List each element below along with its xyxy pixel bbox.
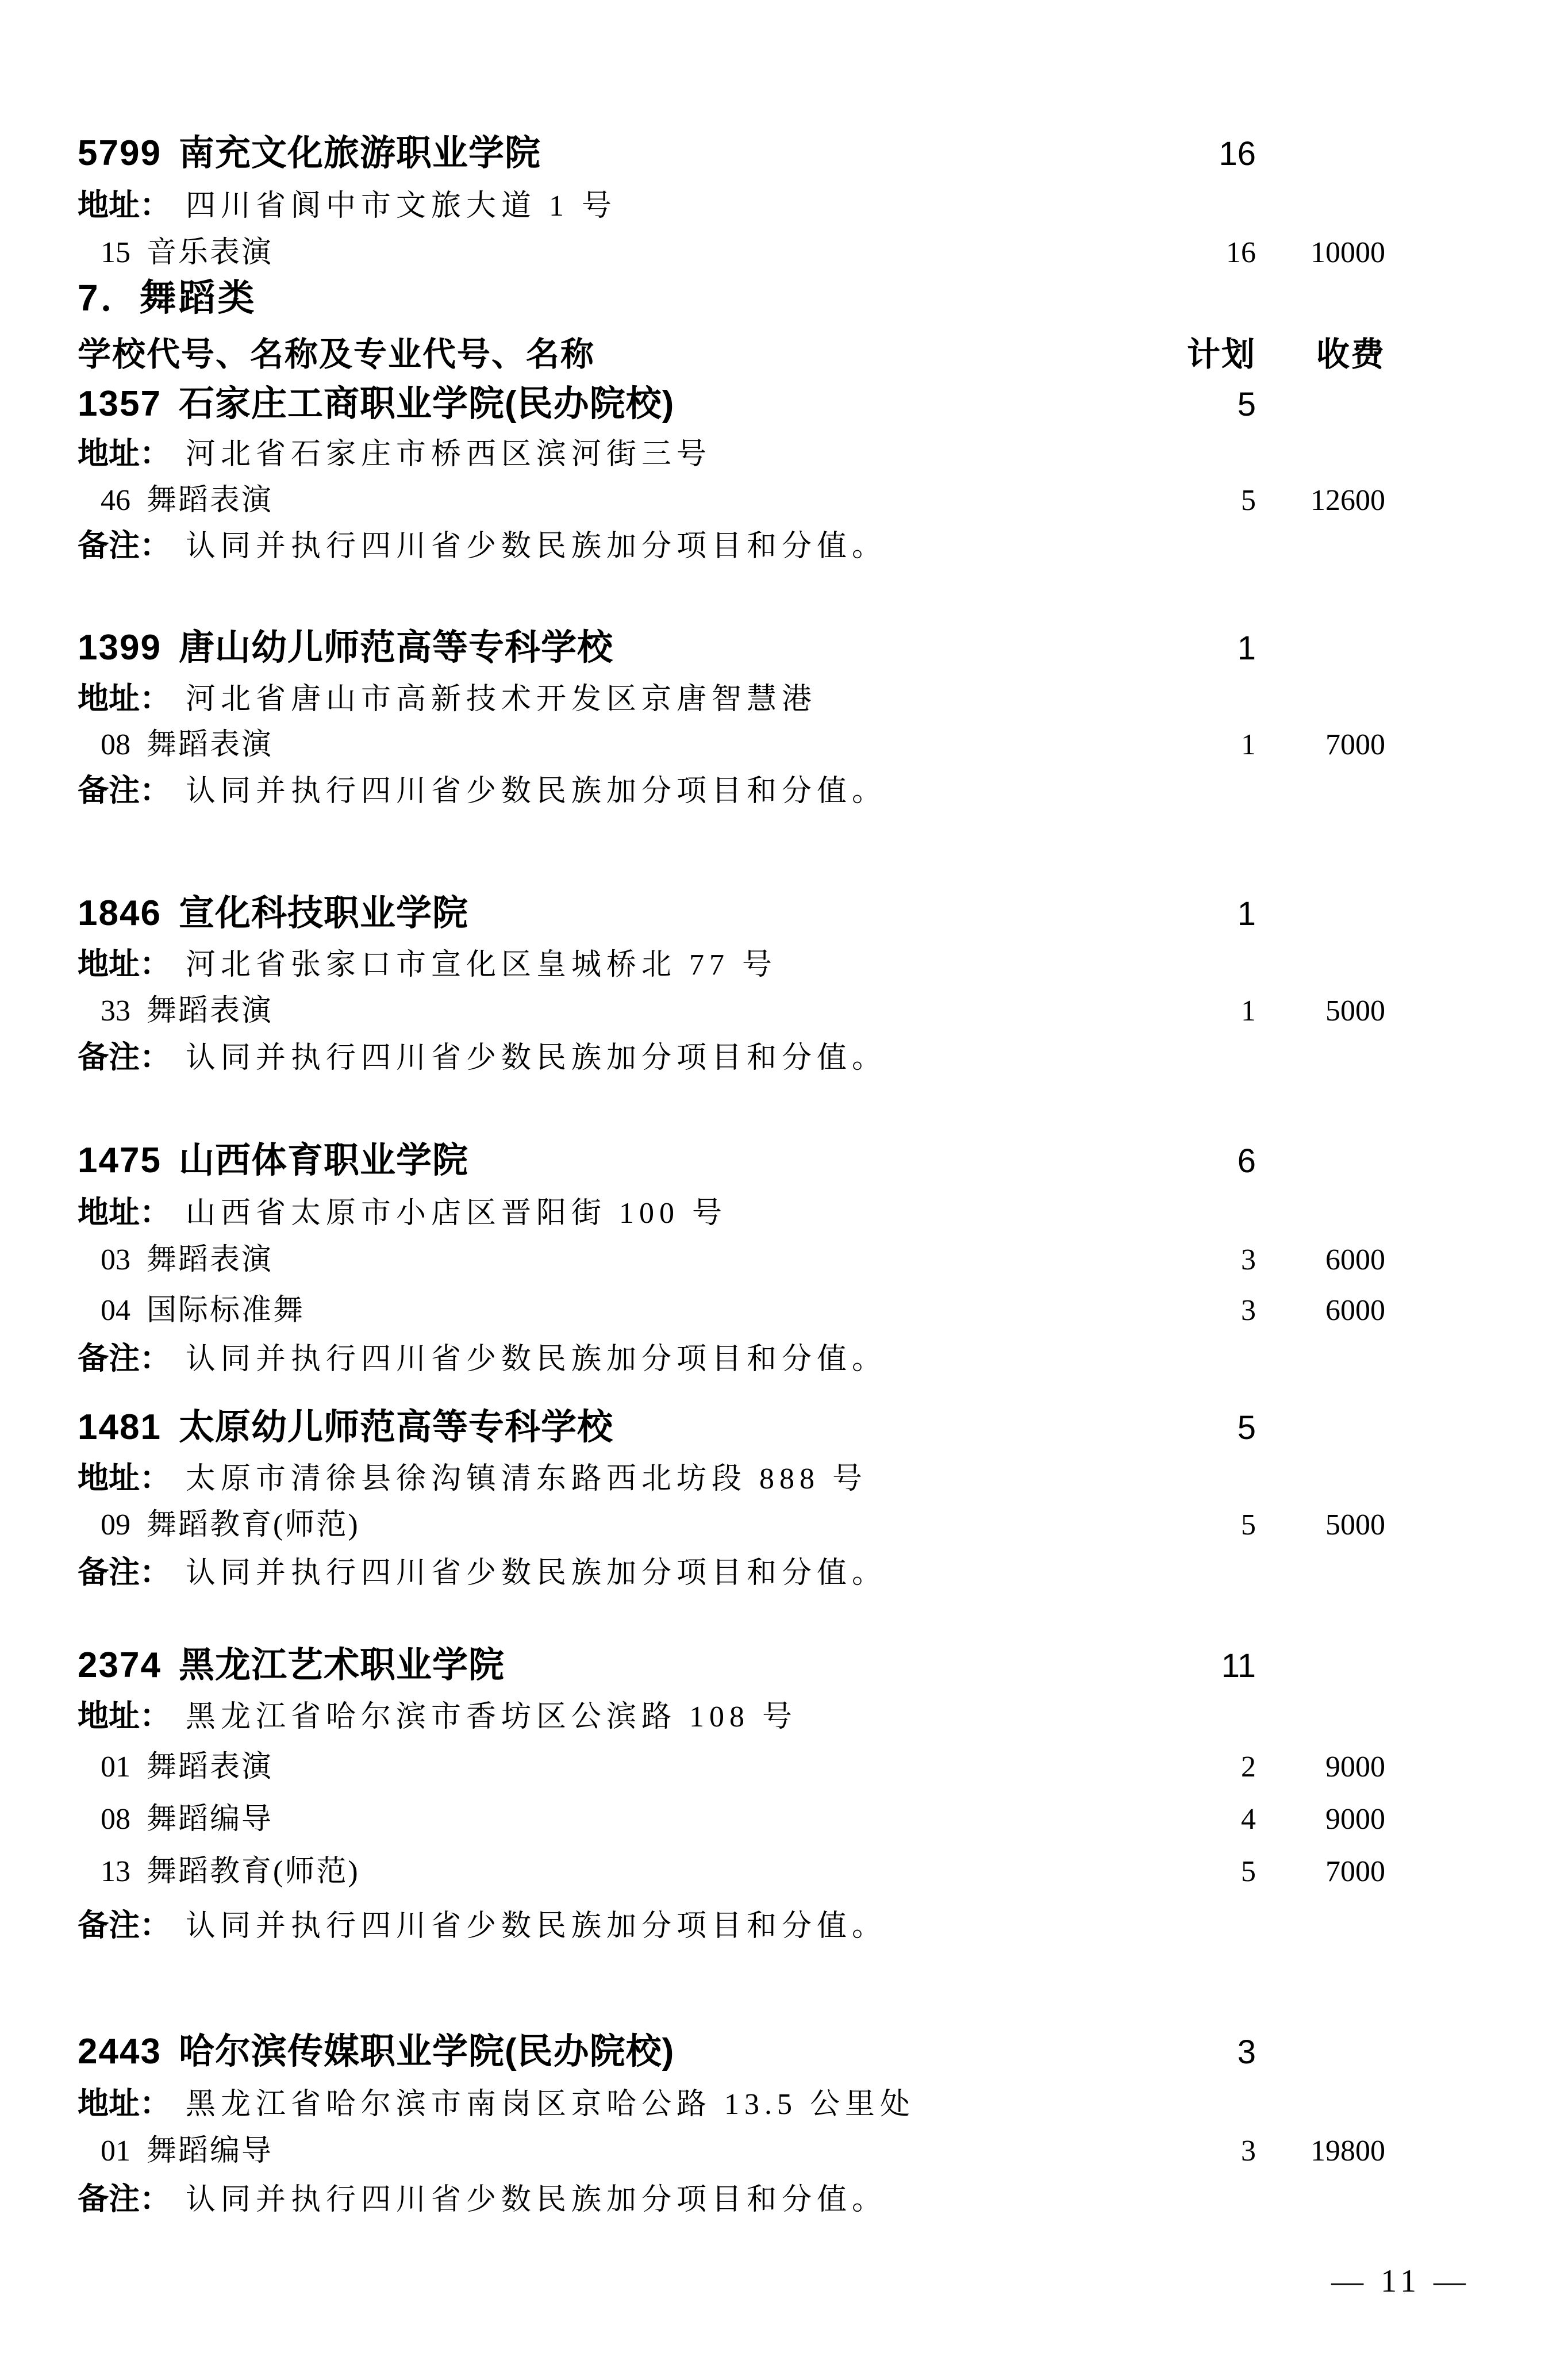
major-plan: 1 [1241, 995, 1256, 1027]
address-text: 黑龙江省哈尔滨市南岗区京哈公路 13.5 公里处 [186, 2088, 916, 2121]
address-label: 地址： [78, 947, 171, 981]
major-row [78, 2136, 1385, 2166]
address-row [78, 1197, 1385, 1229]
school-row [78, 1143, 1385, 1179]
school-name: 太原幼儿师范高等专科学校 [178, 1407, 613, 1447]
remark-label: 备注： [78, 2182, 171, 2216]
school-name: 南充文化旅游职业学院 [178, 133, 541, 173]
major-code: 15 [101, 236, 130, 269]
address-text: 河北省唐山市高新技术开发区京唐智慧港 [186, 683, 817, 716]
major-title [78, 486, 1181, 516]
major-name: 舞蹈表演 [147, 1244, 274, 1276]
address-row [78, 2088, 1385, 2120]
major-code: 09 [101, 1509, 130, 1541]
major-plan: 2 [1241, 1751, 1256, 1783]
remark-label: 备注： [78, 773, 171, 808]
page-number: — 11 — [1331, 2263, 1470, 2299]
remark-label: 备注： [78, 1908, 171, 1943]
remark-text: 认同并执行四川省少数民族加分项目和分值。 [186, 1343, 887, 1376]
section-heading [78, 279, 1385, 316]
school-code: 2443 [78, 2032, 162, 2071]
major-plan: 4 [1241, 1803, 1256, 1836]
major-fee: 10000 [1310, 236, 1385, 269]
major-row [78, 1296, 1385, 1326]
remark-label: 备注： [78, 1555, 171, 1590]
address-text: 四川省阆中市文旅大道 1 号 [186, 190, 617, 222]
major-plan: 5 [1241, 484, 1256, 517]
address-row [78, 683, 1385, 715]
address-line [78, 1701, 1385, 1732]
major-row [78, 1510, 1385, 1540]
major-name: 舞蹈表演 [147, 728, 274, 761]
major-title [78, 238, 1181, 268]
school-name: 哈尔滨传媒职业学院(民办院校) [178, 2032, 675, 2071]
major-title [78, 1245, 1181, 1275]
section-heading-text: 7．舞蹈类 [78, 277, 257, 318]
major-title [78, 2136, 1181, 2166]
remark-label: 备注： [78, 1341, 171, 1376]
major-fee: 19800 [1310, 2135, 1385, 2167]
remark-text: 认同并执行四川省少数民族加分项目和分值。 [186, 1910, 887, 1943]
school-name: 黑龙江艺术职业学院 [178, 1645, 505, 1685]
remark-line [78, 775, 1385, 807]
major-fee: 6000 [1325, 1294, 1385, 1327]
school-code: 5799 [78, 133, 162, 173]
remark-row [78, 1042, 1385, 1073]
school-code: 1357 [78, 384, 162, 424]
address-text: 河北省张家口市宣化区皇城桥北 77 号 [186, 949, 778, 981]
column-header-fee: 收费 [1316, 336, 1385, 373]
school-plan: 1 [1237, 895, 1256, 933]
address-label: 地址： [78, 188, 171, 222]
column-header-plan: 计划 [1186, 336, 1256, 373]
major-plan: 3 [1241, 1244, 1256, 1276]
school-title [78, 893, 1181, 933]
school-code: 1475 [78, 1141, 162, 1180]
address-line [78, 1197, 1385, 1229]
major-row [78, 1857, 1385, 1887]
major-plan: 1 [1241, 728, 1256, 761]
major-code: 33 [101, 995, 130, 1027]
major-title [78, 730, 1181, 760]
major-title [78, 1510, 1181, 1540]
school-title [78, 133, 1181, 173]
address-text: 黑龙江省哈尔滨市香坊区公滨路 108 号 [186, 1701, 798, 1733]
remark-label: 备注： [78, 528, 171, 563]
address-label: 地址： [78, 1699, 171, 1733]
major-row [78, 730, 1385, 760]
address-label: 地址： [78, 1461, 171, 1495]
major-row [78, 1805, 1385, 1835]
address-label: 地址： [78, 2086, 171, 2121]
address-text: 太原市清徐县徐沟镇清东路西北坊段 888 号 [186, 1463, 868, 1495]
address-text: 河北省石家庄市桥西区滨河街三号 [186, 438, 712, 471]
school-row [78, 630, 1385, 666]
major-title [78, 1857, 1181, 1887]
major-row [78, 996, 1385, 1026]
address-label: 地址： [78, 681, 171, 716]
major-row [78, 238, 1385, 268]
school-name: 山西体育职业学院 [178, 1141, 468, 1180]
remark-text: 认同并执行四川省少数民族加分项目和分值。 [186, 530, 887, 563]
remark-row [78, 775, 1385, 807]
school-row [78, 893, 1385, 933]
school-code: 1481 [78, 1407, 162, 1447]
address-line [78, 1463, 1385, 1494]
remark-row [78, 1910, 1385, 1941]
major-title [78, 1752, 1181, 1782]
major-row [78, 486, 1385, 516]
major-title [78, 1296, 1181, 1326]
school-title [78, 2034, 1181, 2070]
remark-row [78, 1343, 1385, 1375]
major-name: 舞蹈表演 [147, 995, 274, 1027]
school-row [78, 133, 1385, 173]
major-fee: 9000 [1325, 1751, 1385, 1783]
major-plan: 3 [1241, 1294, 1256, 1327]
school-name: 石家庄工商职业学院(民办院校) [178, 384, 675, 424]
major-code: 01 [101, 2135, 130, 2167]
major-title [78, 996, 1181, 1026]
major-code: 08 [101, 1803, 130, 1836]
major-name: 舞蹈表演 [147, 1751, 274, 1783]
major-fee: 7000 [1325, 728, 1385, 761]
major-fee: 7000 [1325, 1855, 1385, 1888]
major-fee: 5000 [1325, 995, 1385, 1027]
school-title [78, 630, 1181, 666]
school-row [78, 386, 1385, 422]
remark-line [78, 2184, 1385, 2215]
remark-row [78, 530, 1385, 562]
address-label: 地址： [78, 436, 171, 471]
address-label: 地址： [78, 1195, 171, 1230]
school-plan: 1 [1237, 630, 1256, 667]
school-title [78, 1407, 1181, 1447]
major-row [78, 1245, 1385, 1275]
major-plan: 3 [1241, 2135, 1256, 2167]
major-title [78, 1805, 1181, 1835]
school-row [78, 1407, 1385, 1447]
school-row [78, 1645, 1385, 1685]
remark-line [78, 1557, 1385, 1588]
school-plan: 16 [1219, 135, 1256, 172]
school-code: 2374 [78, 1645, 162, 1685]
address-row [78, 949, 1385, 980]
remark-label: 备注： [78, 1040, 171, 1075]
major-fee: 9000 [1325, 1803, 1385, 1836]
school-code: 1399 [78, 628, 162, 667]
remark-text: 认同并执行四川省少数民族加分项目和分值。 [186, 775, 887, 808]
major-name: 舞蹈编导 [147, 2135, 274, 2167]
school-title [78, 1143, 1181, 1179]
major-name: 舞蹈教育(师范) [147, 1509, 360, 1541]
school-title [78, 386, 1181, 422]
remark-line [78, 1042, 1385, 1073]
major-row [78, 1752, 1385, 1782]
major-code: 08 [101, 728, 130, 761]
remark-line [78, 1910, 1385, 1941]
address-text: 山西省太原市小店区晋阳街 100 号 [186, 1197, 728, 1230]
major-name: 舞蹈教育(师范) [147, 1855, 360, 1888]
major-code: 03 [101, 1244, 130, 1276]
address-row [78, 1701, 1385, 1732]
major-code: 13 [101, 1855, 130, 1888]
remark-text: 认同并执行四川省少数民族加分项目和分值。 [186, 2184, 887, 2216]
column-header-school: 学校代号、名称及专业代号、名称 [78, 336, 595, 373]
major-code: 04 [101, 1294, 130, 1327]
school-plan: 6 [1237, 1142, 1256, 1180]
remark-line [78, 530, 1385, 562]
major-fee: 12600 [1310, 484, 1385, 517]
school-plan: 11 [1221, 1647, 1256, 1684]
address-line [78, 683, 1385, 715]
remark-line [78, 1343, 1385, 1375]
remark-row [78, 1557, 1385, 1588]
address-line [78, 2088, 1385, 2120]
school-row [78, 2034, 1385, 2070]
school-plan: 5 [1237, 1409, 1256, 1446]
address-row [78, 1463, 1385, 1494]
major-plan: 16 [1226, 236, 1256, 269]
major-name: 国际标准舞 [147, 1294, 305, 1327]
remark-text: 认同并执行四川省少数民族加分项目和分值。 [186, 1042, 887, 1075]
major-code: 01 [101, 1751, 130, 1783]
column-header-row [78, 338, 1385, 371]
address-row [78, 190, 1385, 221]
major-fee: 6000 [1325, 1244, 1385, 1276]
remark-text: 认同并执行四川省少数民族加分项目和分值。 [186, 1557, 887, 1590]
school-title [78, 1645, 1181, 1685]
address-line [78, 949, 1385, 980]
school-plan: 5 [1237, 386, 1256, 423]
major-plan: 5 [1241, 1855, 1256, 1888]
address-line [78, 190, 1385, 221]
major-name: 舞蹈表演 [147, 484, 274, 517]
school-name: 唐山幼儿师范高等专科学校 [178, 628, 613, 667]
address-line [78, 438, 1385, 470]
school-name: 宣化科技职业学院 [178, 893, 468, 933]
major-plan: 5 [1241, 1509, 1256, 1541]
school-plan: 3 [1237, 2033, 1256, 2071]
address-row [78, 438, 1385, 470]
major-name: 音乐表演 [147, 236, 274, 269]
major-fee: 5000 [1325, 1509, 1385, 1541]
major-code: 46 [101, 484, 130, 517]
remark-row [78, 2184, 1385, 2215]
major-name: 舞蹈编导 [147, 1803, 274, 1836]
school-code: 1846 [78, 893, 162, 933]
